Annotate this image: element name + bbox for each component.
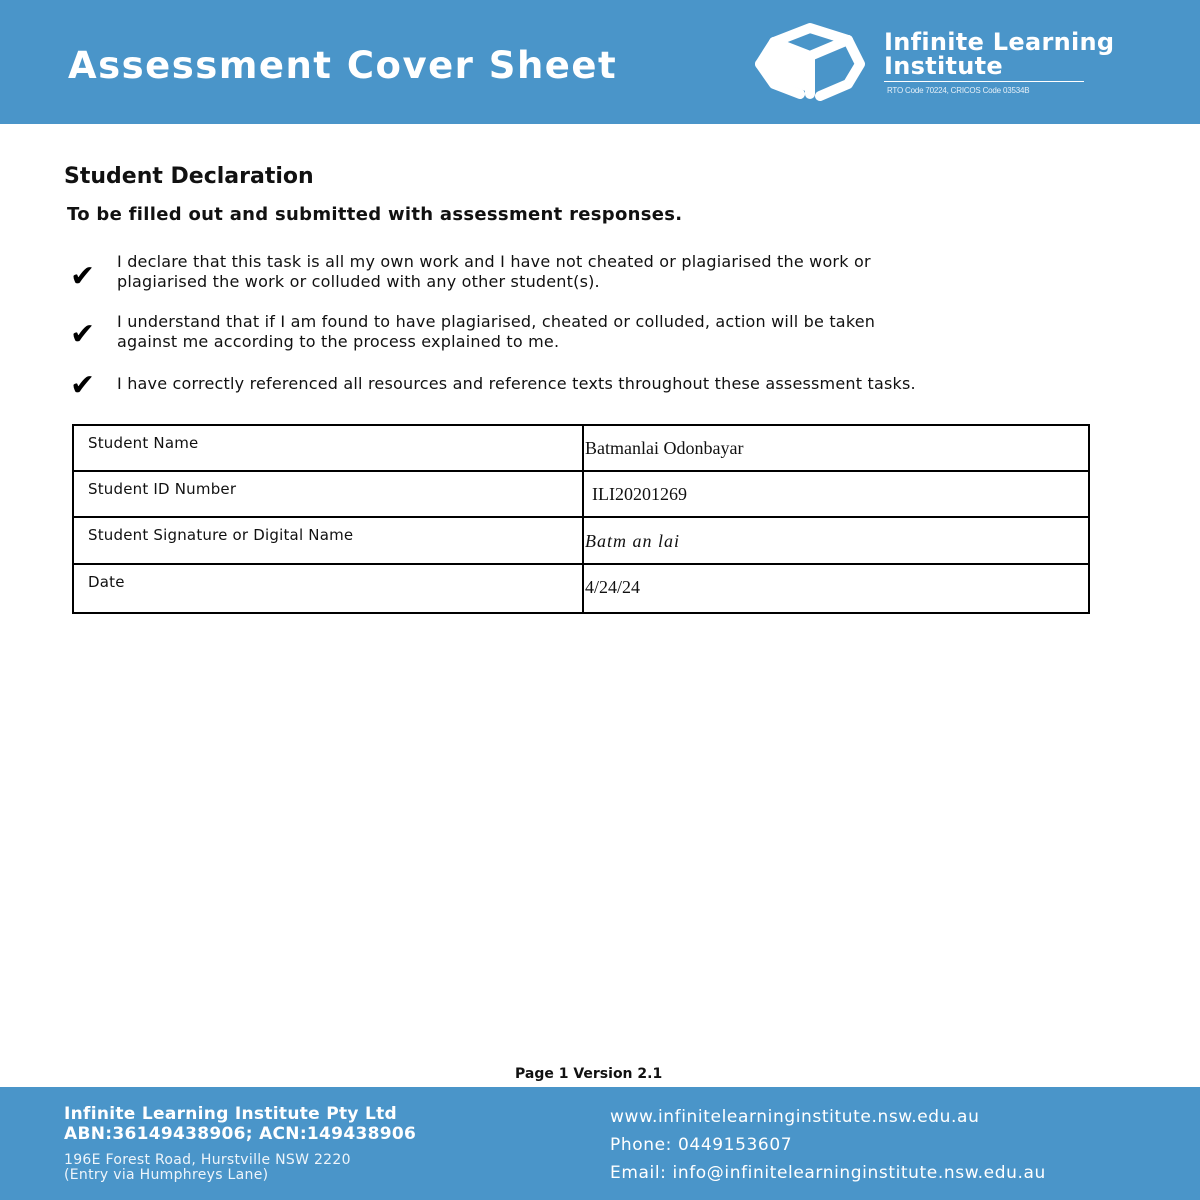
company-abn: ABN:36149438906; ACN:149438906 — [64, 1124, 417, 1144]
field-label: Student ID Number — [88, 480, 237, 498]
signature-field[interactable] — [583, 517, 1089, 564]
footer-address — [64, 1153, 351, 1183]
field-label: Student Signature or Digital Name — [88, 526, 354, 544]
declaration-text — [117, 312, 1107, 352]
table-row — [73, 517, 1089, 564]
table-label-cell — [73, 425, 583, 471]
brand-name-line1: Infinite Learning — [884, 28, 1115, 56]
student-id-field[interactable] — [583, 471, 1089, 517]
field-label: Date — [88, 573, 125, 591]
declaration-item — [70, 369, 1110, 404]
declaration-item — [70, 312, 1110, 352]
declaration-line: I understand that if I am found to have plagiarised, cheated or colluded, action will be taken — [117, 312, 876, 331]
section-subtitle: To be filled out and submitted with assessment responses. — [67, 204, 683, 225]
page-header — [0, 0, 1200, 124]
page-footer — [0, 1087, 1200, 1200]
logo-divider — [884, 81, 1084, 82]
table-row — [73, 564, 1089, 613]
field-label: Student Name — [88, 434, 199, 452]
student-details-table — [72, 424, 1090, 614]
field-value: 4/24/24 — [585, 577, 641, 597]
brand-name — [884, 30, 1114, 78]
page-title: Assessment Cover Sheet — [68, 44, 618, 87]
cube-logo-icon — [752, 20, 868, 102]
table-label-cell — [73, 471, 583, 517]
checkmark-icon: ✔ — [70, 369, 96, 402]
table-row — [73, 425, 1089, 471]
declaration-text — [117, 252, 1107, 292]
checkmark-icon: ✔ — [70, 318, 96, 351]
student-name-field[interactable] — [583, 425, 1089, 471]
field-value: Batm an lai — [585, 531, 680, 551]
page-number: Page 1 Version 2.1 — [515, 1066, 663, 1082]
table-row — [73, 471, 1089, 517]
date-field[interactable] — [583, 564, 1089, 613]
email-link[interactable]: Email: info@infinitelearninginstitute.nsw.edu.au — [610, 1163, 1046, 1183]
rto-code: RTO Code 70224, CRICOS Code 03534B — [887, 86, 1030, 95]
declaration-item — [70, 252, 1110, 292]
declaration-line: plagiarised the work or colluded with any other student(s). — [117, 272, 600, 291]
declaration-line: I have correctly referenced all resources and reference texts throughout these assessment tasks. — [117, 374, 916, 393]
address-line: (Entry via Humphreys Lane) — [64, 1167, 269, 1183]
table-label-cell — [73, 517, 583, 564]
declaration-line: against me according to the process explained to me. — [117, 332, 560, 351]
table-label-cell — [73, 564, 583, 613]
field-value: ILI20201269 — [592, 484, 687, 504]
declaration-text — [117, 374, 1107, 394]
section-title: Student Declaration — [64, 164, 314, 189]
phone-number: Phone: 0449153607 — [610, 1135, 793, 1155]
footer-contact — [610, 1103, 1046, 1187]
footer-company — [64, 1104, 416, 1144]
checkmark-icon: ✔ — [70, 260, 96, 293]
address-line: 196E Forest Road, Hurstville NSW 2220 — [64, 1152, 351, 1168]
declaration-line: I declare that this task is all my own work and I have not cheated or plagiarised the work or — [117, 252, 871, 271]
website-link[interactable]: www.infinitelearninginstitute.nsw.edu.au — [610, 1107, 980, 1127]
company-name: Infinite Learning Institute Pty Ltd — [64, 1104, 398, 1124]
brand-name-line2: Institute — [884, 52, 1004, 80]
field-value: Batmanlai Odonbayar — [585, 438, 744, 458]
